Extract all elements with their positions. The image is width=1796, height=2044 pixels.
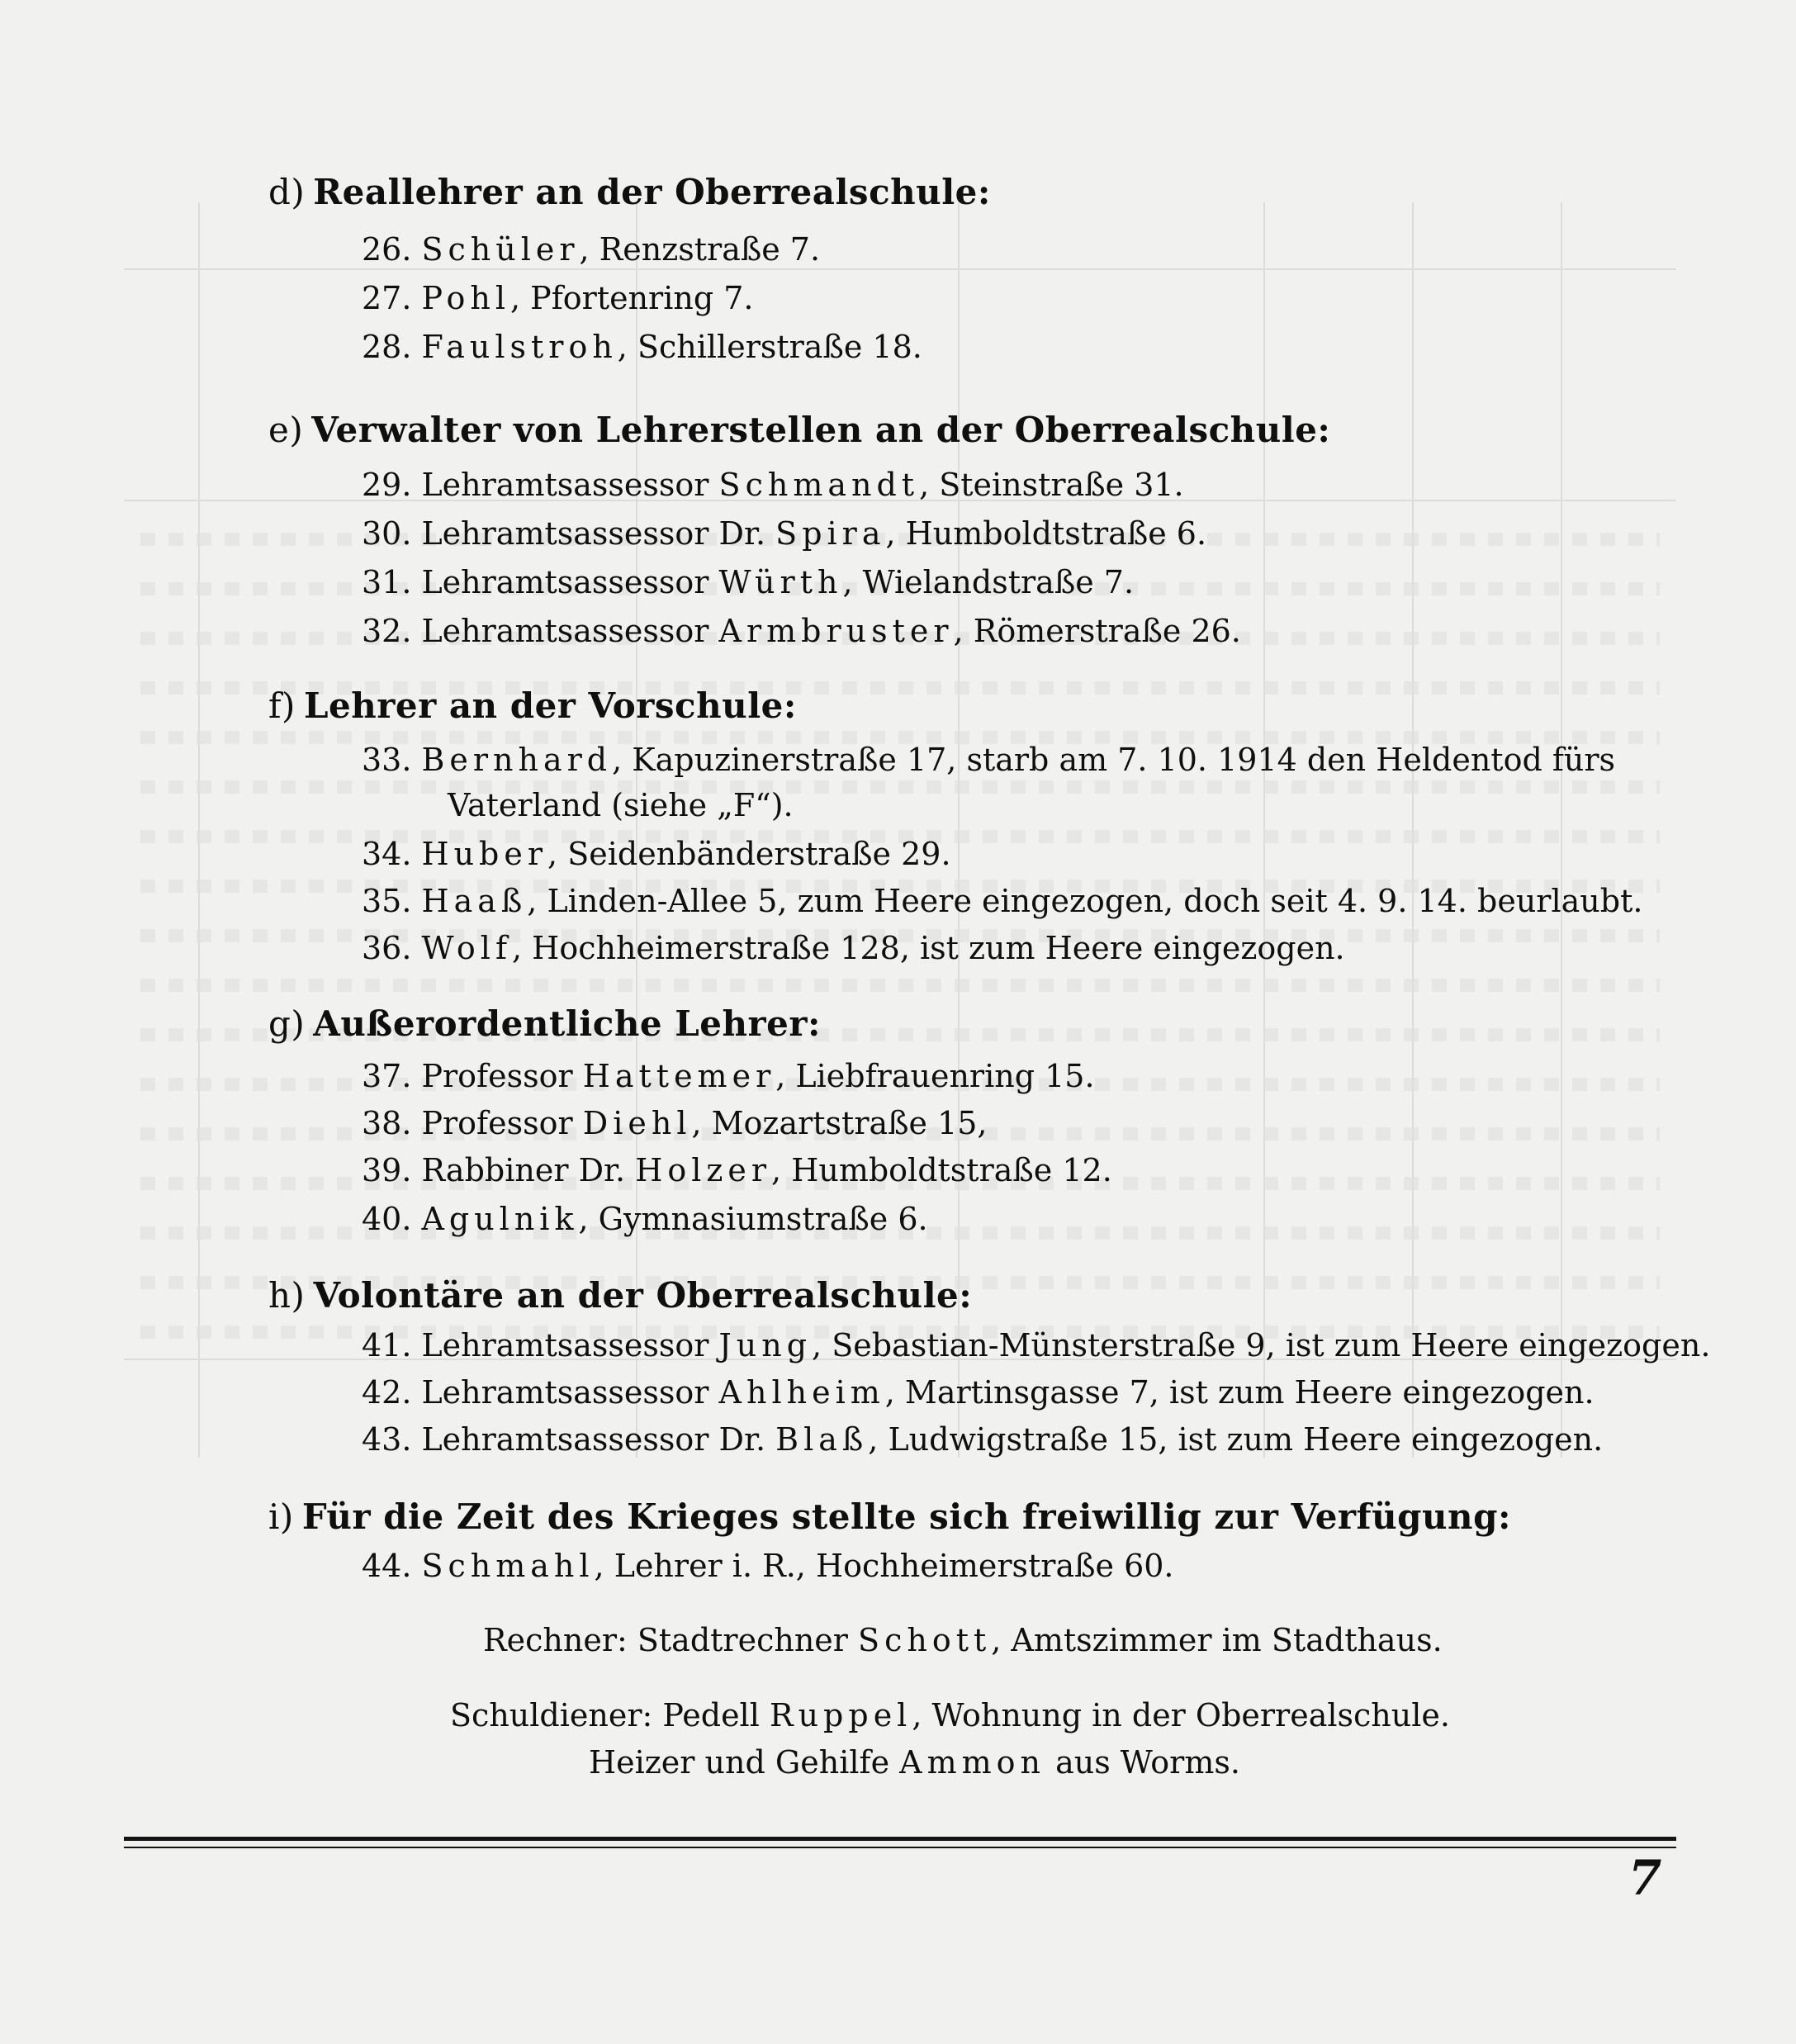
entry-detail: , Pfortenring 7. [509, 280, 754, 316]
list-item [362, 230, 820, 269]
entry-detail: , Humboldtstraße 6. [885, 515, 1207, 552]
list-item [362, 562, 1134, 602]
section-letter: g) [268, 1003, 306, 1044]
section-title: Lehrer an der Vorschule: [303, 685, 797, 726]
staff-detail: aus Worms. [1045, 1744, 1240, 1781]
entry-name: Schmahl [421, 1548, 595, 1584]
list-item [362, 611, 1241, 651]
section-heading-e [268, 410, 1330, 450]
entry-title: Lehramtsassessor Dr. [421, 515, 776, 552]
entry-number: 39. [362, 1152, 412, 1188]
list-item-continuation [448, 785, 794, 825]
entry-name: Schüler [421, 231, 580, 268]
entry-detail: , Steinstraße 31. [919, 467, 1184, 503]
section-heading-i [268, 1496, 1511, 1537]
staff-detail: , Amtszimmer im Stadthaus. [991, 1622, 1443, 1658]
entry-detail: , Mozartstraße 15, [691, 1105, 988, 1141]
entry-number: 31. [362, 564, 412, 600]
entry-title: Professor [421, 1058, 583, 1094]
list-item [362, 1546, 1174, 1586]
list-item [362, 1150, 1112, 1190]
entry-name: Holzer [635, 1152, 772, 1188]
entry-number: 33. [362, 742, 412, 778]
entry-name: Wolf [421, 930, 513, 966]
section-heading-d [268, 172, 991, 212]
entry-name: Bernhard [421, 742, 613, 778]
entry-name: Huber [421, 836, 548, 872]
entry-number: 32. [362, 613, 412, 649]
list-item [362, 740, 1615, 780]
staff-rechner [483, 1620, 1443, 1660]
entry-title: Lehramtsassessor [421, 1327, 719, 1363]
list-item [362, 1373, 1595, 1412]
entry-detail: , Schillerstraße 18. [617, 329, 922, 365]
entry-detail: , Linden-Allee 5, zum Heere eingezogen, doch seit 4. 9. 14. beurlaubt. [527, 883, 1643, 919]
section-letter: i) [268, 1496, 294, 1537]
entry-detail: , Ludwigstraße 15, ist zum Heere eingezogen. [868, 1421, 1604, 1458]
entry-number: 35. [362, 883, 412, 919]
entry-detail: , Lehrer i. R., Hochheimerstraße 60. [594, 1548, 1174, 1584]
entry-detail: , Gymnasiumstraße 6. [578, 1201, 928, 1237]
section-letter: e) [268, 410, 304, 450]
entry-name: Würth [718, 564, 843, 600]
entry-detail: , Liebfrauenring 15. [775, 1058, 1095, 1094]
entry-name: Jung [718, 1327, 813, 1363]
staff-role: Heizer und Gehilfe [589, 1744, 900, 1781]
entry-number: 27. [362, 280, 412, 316]
entry-number: 43. [362, 1421, 412, 1458]
entry-name: Spira [775, 515, 886, 552]
entry-name: Diehl [582, 1105, 692, 1141]
section-letter: f) [268, 685, 296, 726]
entry-number: 38. [362, 1105, 412, 1141]
entry-title: Lehramtsassessor [421, 1374, 719, 1411]
entry-detail: , Seidenbänderstraße 29. [547, 836, 951, 872]
entry-number: 30. [362, 515, 412, 552]
section-title: Für die Zeit des Krieges stellte sich freiwillig zur Verfügung: [301, 1496, 1511, 1537]
section-heading-f [268, 685, 797, 726]
section-title: Reallehrer an der Oberrealschule: [313, 172, 991, 212]
entry-number: 44. [362, 1548, 412, 1584]
entry-title: Lehramtsassessor [421, 467, 719, 503]
entry-title: Lehramtsassessor [421, 613, 719, 649]
entry-name: Pohl [421, 280, 510, 316]
list-item [362, 465, 1184, 505]
entry-detail: , Hochheimerstraße 128, ist zum Heere eingezogen. [512, 930, 1345, 966]
list-item [362, 1199, 928, 1239]
section-title: Außerordentliche Lehrer: [313, 1003, 821, 1044]
entry-name: Schmandt [718, 467, 920, 503]
section-heading-h [268, 1275, 972, 1316]
entry-detail: Vaterland (siehe „F“). [448, 787, 794, 823]
entry-name: Blaß [775, 1421, 869, 1458]
entry-detail: , Kapuzinerstraße 17, starb am 7. 10. 1914 den Heldentod fürs [612, 742, 1616, 778]
entry-title: Lehramtsassessor Dr. [421, 1421, 776, 1458]
entry-name: Armbruster [718, 613, 954, 649]
list-item [362, 278, 754, 318]
entry-number: 42. [362, 1374, 412, 1411]
staff-schuldiener [450, 1695, 1450, 1735]
section-title: Verwalter von Lehrerstellen an der Oberrealschule: [311, 410, 1331, 450]
entry-name: Faulstroh [421, 329, 618, 365]
list-item [362, 1103, 988, 1143]
entry-name: Ahlheim [718, 1374, 885, 1411]
staff-role: Rechner: Stadtrechner [483, 1622, 859, 1658]
entry-detail: , Sebastian-Münsterstraße 9, ist zum Heere eingezogen. [812, 1327, 1711, 1363]
entry-detail: , Renzstraße 7. [579, 231, 821, 268]
entry-title: Rabbiner Dr. [421, 1152, 636, 1188]
entry-number: 36. [362, 930, 412, 966]
list-item [362, 1056, 1095, 1096]
entry-name: Agulnik [421, 1201, 579, 1237]
entry-number: 26. [362, 231, 412, 268]
entry-number: 37. [362, 1058, 412, 1094]
section-letter: d) [268, 172, 306, 212]
entry-name: Haaß [421, 883, 528, 919]
list-item [362, 327, 922, 367]
staff-name: Schott [858, 1622, 992, 1658]
staff-heizer [589, 1743, 1240, 1782]
entry-number: 34. [362, 836, 412, 872]
section-letter: h) [268, 1275, 306, 1316]
list-item [362, 514, 1206, 553]
entry-number: 28. [362, 329, 412, 365]
list-item [362, 834, 951, 874]
staff-name: Ruppel [769, 1697, 912, 1733]
entry-number: 29. [362, 467, 412, 503]
entry-name: Hattemer [582, 1058, 776, 1094]
list-item [362, 1420, 1603, 1459]
entry-number: 40. [362, 1201, 412, 1237]
section-title: Volontäre an der Oberrealschule: [313, 1275, 973, 1316]
list-item [362, 881, 1642, 921]
staff-role: Schuldiener: Pedell [450, 1697, 770, 1733]
list-item [362, 1326, 1710, 1365]
entry-detail: , Martinsgasse 7, ist zum Heere eingezogen. [884, 1374, 1595, 1411]
entry-number: 41. [362, 1327, 412, 1363]
entry-title: Lehramtsassessor [421, 564, 719, 600]
page-number: 7 [1628, 1850, 1662, 1906]
entry-detail: , Römerstraße 26. [953, 613, 1241, 649]
list-item [362, 928, 1345, 968]
entry-title: Professor [421, 1105, 583, 1141]
entry-detail: , Wielandstraße 7. [842, 564, 1135, 600]
footer-rule-thin [124, 1847, 1676, 1848]
section-heading-g [268, 1003, 821, 1044]
footer-rule-thick [124, 1837, 1676, 1841]
staff-detail: , Wohnung in der Oberrealschule. [912, 1697, 1450, 1733]
entry-detail: , Humboldtstraße 12. [771, 1152, 1112, 1188]
staff-name: Ammon [899, 1744, 1046, 1781]
